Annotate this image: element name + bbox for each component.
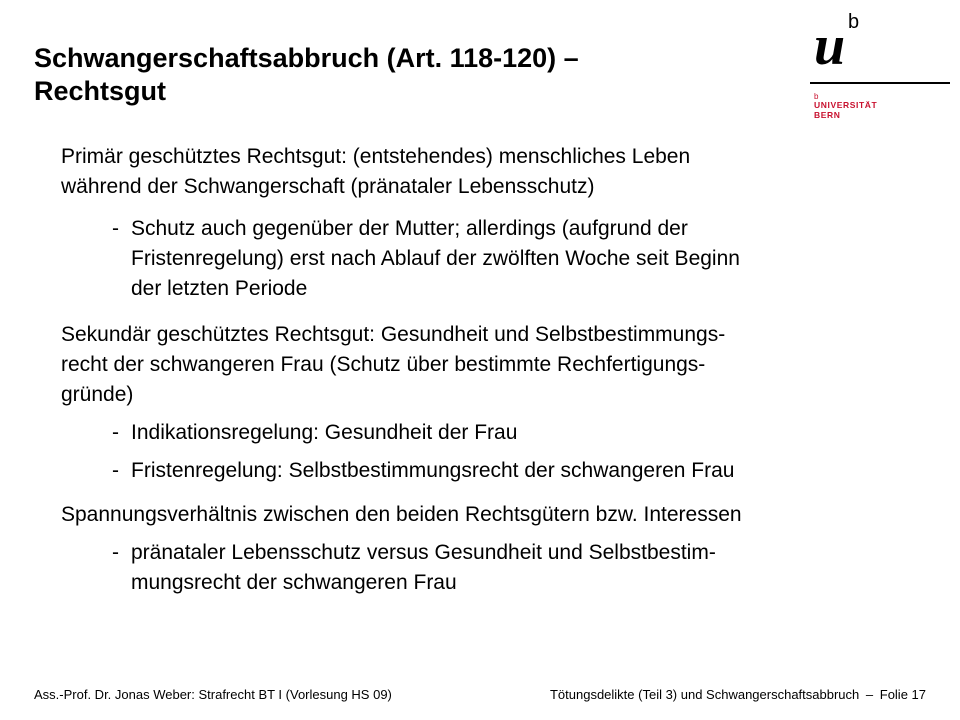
logo-divider <box>810 82 950 84</box>
section-tension-heading-line-1: Spannungsverhältnis zwischen den beiden Rechtsgütern bzw. Interessen <box>61 503 742 526</box>
footer-separator: – <box>865 687 874 702</box>
list-item <box>61 418 931 448</box>
section-primary-heading-line-2: während der Schwangerschaft (pränataler Lebensschutz) <box>61 175 595 198</box>
logo-university-name <box>814 100 877 120</box>
footer-author: Ass.-Prof. Dr. Jonas Weber: Strafrecht BT I (Vorlesung HS 09) <box>34 687 392 702</box>
section-tension-heading <box>61 500 931 530</box>
bullet-dash: - <box>112 459 119 482</box>
section-primary-heading-line-1: Primär geschütztes Rechtsgut: (entstehendes) menschliches Leben <box>61 145 691 168</box>
section-secondary-bullets <box>61 418 931 486</box>
slide-title-line-2: Rechtsgut <box>34 76 167 106</box>
list-item <box>61 538 931 598</box>
section-secondary-heading-line-3: gründe) <box>61 383 134 406</box>
bullet-line-2: Fristenregelung) erst nach Ablauf der zwölften Woche seit Beginn <box>131 247 740 270</box>
section-tension-bullets <box>61 538 931 598</box>
bullet-line-2: mungsrecht der schwangeren Frau <box>131 571 457 594</box>
list-item <box>61 214 931 304</box>
section-primary-heading <box>61 142 931 202</box>
logo-u-mark: u <box>814 15 846 77</box>
footer-topic-folie <box>550 687 926 703</box>
bullet-line-1: pränataler Lebensschutz versus Gesundheit und Selbstbestim- <box>131 541 716 564</box>
footer-topic: Tötungsdelikte (Teil 3) und Schwangerschaftsabbruch <box>549 687 860 702</box>
logo-b-superscript: b <box>848 11 860 33</box>
logo-small-b: b <box>814 92 819 101</box>
bullet-line-3: der letzten Periode <box>131 277 308 300</box>
section-secondary-heading-line-2: recht der schwangeren Frau (Schutz über bestimmte Rechfertigungs- <box>61 353 706 376</box>
footer-folie-number: Folie 17 <box>879 687 926 702</box>
section-secondary-heading <box>61 320 931 410</box>
bullet-line-1: Schutz auch gegenüber der Mutter; allerdings (aufgrund der <box>131 217 688 240</box>
bullet-dash: - <box>112 541 119 564</box>
bullet-dash: - <box>112 217 119 240</box>
university-bern-logo <box>806 8 954 123</box>
logo-name-line-2: BERN <box>814 110 841 120</box>
bullet-line-1: Indikationsregelung: Gesundheit der Frau <box>131 421 518 444</box>
slide-title-line-1: Schwangerschaftsabbruch (Art. 118-120) – <box>34 43 579 73</box>
section-primary-bullets <box>61 214 931 304</box>
logo-name-line-1: UNIVERSITÄT <box>814 100 878 110</box>
slide-title <box>34 42 754 108</box>
slide-content <box>61 142 931 598</box>
bullet-dash: - <box>112 421 119 444</box>
list-item <box>61 456 931 486</box>
section-secondary-heading-line-1: Sekundär geschütztes Rechtsgut: Gesundheit und Selbstbestimmungs- <box>61 323 726 346</box>
bullet-line-1: Fristenregelung: Selbstbestimmungsrecht der schwangeren Frau <box>131 459 735 482</box>
